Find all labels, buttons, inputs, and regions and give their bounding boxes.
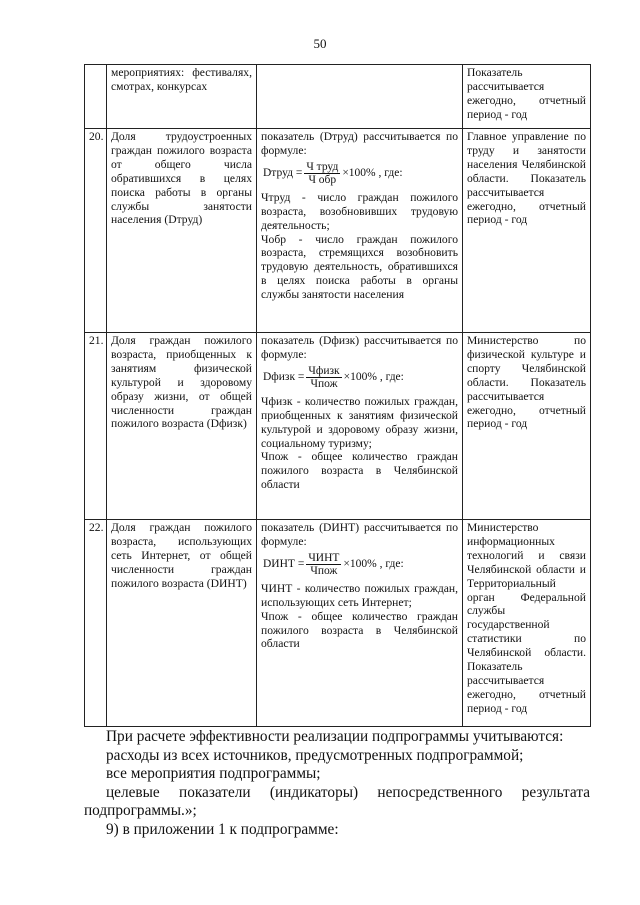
row-number: [85, 65, 107, 129]
formula-lhs: DИНТ =: [263, 557, 305, 570]
body-paragraph: 9) в приложении 1 к подпрограмме:: [106, 820, 339, 838]
indicator-name: Доля граждан пожилого возраста, приобщенных к занятиям физической культурой и здоровому образу жизни, от общей численности граждан пожилого возраста (Dфизк): [107, 333, 257, 520]
indicator-name: Доля трудоустроенных граждан пожилого возраста от общего числа обратившихся в целях поиска работы в органы службы занятости населения (Dтруд): [107, 129, 257, 333]
formula-lhs: Dфизк =: [263, 370, 305, 383]
row-number: 20.: [85, 129, 107, 333]
formula: [263, 366, 458, 390]
formula-cell: [257, 65, 463, 129]
formula-lhs: Dтруд =: [263, 166, 303, 179]
formula-definition: ЧИНТ - количество пожилых граждан, использующих сеть Интернет;: [261, 581, 458, 609]
formula-denominator: Чпож: [310, 377, 338, 390]
formula-cell: [257, 520, 463, 727]
row-number: 21.: [85, 333, 107, 520]
formula-definition: Чфизк - количество пожилых граждан, приобщенных к занятиям физической культурой и здоровому образу жизни, социальному туризму;: [261, 394, 458, 450]
table-row: [85, 333, 591, 520]
responsible-cell: Министерство информационных технологий и связи Челябинской области и Территориальный орган Федеральной службы государственной статистики по Челябинской области. Показатель рассчитывается ежегодно, отчетный период - год: [463, 520, 591, 727]
indicator-name: Доля граждан пожилого возраста, использующих сеть Интернет, от общей численности граждан пожилого возраста (DИНТ): [107, 520, 257, 727]
formula-denominator: Чпож: [310, 564, 338, 577]
formula-numerator: Чфизк: [308, 364, 340, 377]
body-paragraph: целевые показатели (индикаторы) непосредственного результата подпрограммы.»;: [84, 783, 590, 819]
table-row: [85, 520, 591, 727]
formula-intro: показатель (DИНТ) рассчитывается по формуле:: [261, 521, 458, 548]
formula-rhs: ×100% , где:: [343, 557, 404, 570]
indicator-table: [84, 64, 591, 727]
responsible-cell: Показатель рассчитывается ежегодно, отчетный период - год: [463, 65, 591, 129]
table-row: [85, 65, 591, 129]
formula-definition: Чпож - общее количество граждан пожилого возраста в Челябинской области: [261, 609, 458, 651]
formula-fraction: [306, 553, 341, 577]
formula-fraction: [304, 162, 340, 186]
formula-intro: показатель (Dтруд) рассчитывается по формуле:: [261, 130, 458, 157]
formula-numerator: ЧИНТ: [308, 551, 340, 564]
formula: [263, 553, 458, 577]
formula-definition: Чобр - число граждан пожилого возраста, стремящихся возобновить трудовую деятельность, обратившихся в целях поиска работы в органы службы занятости населения: [261, 232, 458, 302]
formula-definition: Чтруд - число граждан пожилого возраста, возобновивших трудовую деятельность;: [261, 190, 458, 232]
body-paragraph: расходы из всех источников, предусмотренных подпрограммой;: [106, 746, 524, 764]
responsible-cell: Главное управление по труду и занятости населения Челябинской области. Показатель рассчитывается ежегодно, отчетный период - год: [463, 129, 591, 333]
formula-rhs: ×100% , где:: [342, 166, 403, 179]
body-paragraph: все мероприятия подпрограммы;: [106, 765, 321, 782]
formula-fraction: [306, 366, 341, 390]
formula-intro: показатель (Dфизк) рассчитывается по формуле:: [261, 334, 458, 361]
indicator-name: мероприятиях: фестивалях, смотрах, конкурсах: [107, 65, 257, 129]
row-number: 22.: [85, 520, 107, 727]
table-row: [85, 129, 591, 333]
formula-rhs: ×100% , где:: [343, 370, 404, 383]
body-paragraph: При расчете эффективности реализации подпрограммы учитываются:: [106, 728, 564, 745]
formula-denominator: Ч обр: [308, 173, 337, 186]
page-number: 50: [313, 36, 327, 51]
body-text: [84, 728, 590, 839]
formula-cell: [257, 129, 463, 333]
formula-numerator: Ч труд: [306, 160, 339, 173]
responsible-cell: Министерство по физической культуре и спорту Челябинской области. Показатель рассчитывается ежегодно, отчетный период - год: [463, 333, 591, 520]
formula-definition: Чпож - общее количество граждан пожилого возраста в Челябинской области: [261, 450, 458, 492]
formula: [263, 162, 458, 186]
formula-cell: [257, 333, 463, 520]
